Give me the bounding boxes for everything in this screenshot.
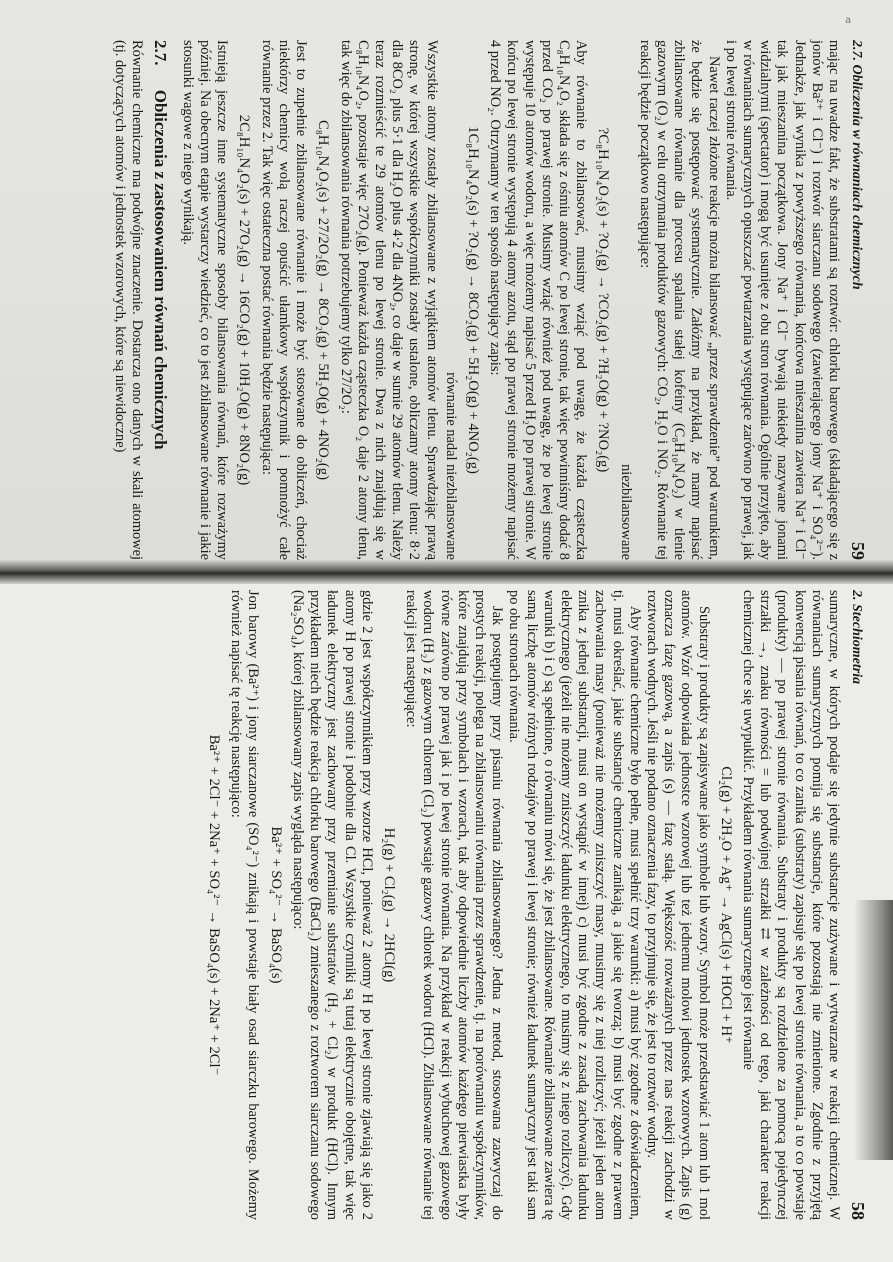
- equation: Cl₂(g) + 2H₂O + Ag⁺ → AgCl(s) + HOCl + H⁺: [717, 766, 734, 1044]
- paragraph: mając na uwadze fakt, że substratami są roztwór: chlorku barowego (składającego się z jonów Ba²⁺ i Cl⁻) i roztwór siarczanu sodowego (zawierającego jony Na⁺ i SO₄²⁻). Jednakże, jak wynika z powyższego równania, końcowa mieszanina zawiera Na⁺ i Cl⁻ tak jak mieszanina początkowa. Jony Na⁺ i Cl⁻ bywają niekiedy nazywane jonami widzialnymi (spectator) i mogą być usunięte z obu stron równania. Ogólnie przyjęto, aby w równaniach sumarycznych opuszczać powtarzania występujące zarówno po prawej, jak i po lewej stronie równania.: [722, 40, 842, 560]
- paragraph: Wszystkie atomy zostały zbilansowane z wyjątkiem atomów tlenu. Sprawdzając prawą stronę, w której wszystkie współczynniki zostały ustalone, obliczamy atomy tlenu: 8·2 dla 8CO₂ plus 5·1 dla H₂O plus 4·2 dla 4NO₂, co daje w sumie 29 atomów tlenu. Należy teraz rozmieścić te 29 atomów tlenu po lewej stronie. Dwa z nich znajdują się w C₈H₁₀N₄O₂, pozostaje więc 27O₂(g). Ponieważ każda cząsteczka O₂ daje 2 atomy tlenu, tak więc do zbilansowania równania potrzebujemy tylko 27/2O₂:: [337, 40, 440, 560]
- equation: ?C₈H₁₀N₄O₂(s) + ?O₂(g) → ?CO₂(g) + ?H₂O(g) + ?NO₂(g): [595, 127, 612, 473]
- equation: H₂(g) + Cl₂(g) → 2HCl(g): [380, 827, 397, 983]
- page-body: [205, 590, 842, 1220]
- page-header: [842, 590, 868, 1220]
- paragraph: Jon barowy (Ba²⁺) i jony siarczanowe (SO₄²⁻) znikają i powstaje biały osad siarczku barowego. Możemy również napisać tę reakcję następująco:: [228, 590, 262, 1220]
- paragraph: sumaryczne, w których podaje się jedynie substancje zużywane i wytwarzane w reakcji chemicznej. W równaniach sumarycznych pomija się substancje, które pozostają nie zmienione. Zgodnie z przyjętą konwencją pisania równań, to co zanika (substraty) zapisuje się po lewej stronie równania, a to co powstaje (produkty) — po prawej stronie równania. Substraty i produkty są rozdzielone za pomocą pojedynczej strzałki →, znaku równości = lub podwójnej strzałki ⇄ w zależności od tego, jaki charakter reakcji chemicznej chce się uwypuklić. Przykładem równania sumarycznego jest równanie: [739, 590, 842, 1220]
- page-number: 58: [848, 1202, 868, 1220]
- page-header: [842, 40, 868, 560]
- equation: C₈H₁₀N₄O₂(s) + 27/2O₂(g) → 8CO₂(g) + 5H₂O(g) + 4NO₂(g): [315, 120, 332, 480]
- running-head: 2.7. Obliczenia w równaniach chemicznych: [849, 40, 864, 290]
- paragraph: Istnieją jeszcze inne systematyczne sposoby bilansowania równań, które rozważymy później. Na obecnym etapie wystarczy wiedzieć, co to jest zbilansowane równanie i jakie stosunki wagowe z niego wynikają.: [179, 40, 231, 560]
- book-gutter-shadow: [0, 560, 893, 584]
- paragraph: gdzie 2 jest współczynnikiem przy wzorze HCl, ponieważ 2 atomy H po lewej stronie zjawiają się jako 2 atomy H po prawej stronie i podobnie dla Cl. Wszystkie czynniki są tutaj elektrycznie obojętne, tak więc ładunek elektryczny jest zachowany przy przemianie substratów (H₂ + Cl₂) w produkt (HCl). Innym przykładem niech będzie reakcja chlorku barowego (BaCl₂) zmieszanego z roztworem siarczanu sodowego (Na₂SO₄), której zbilansowany zapis wygląda następująco:: [289, 590, 375, 1220]
- stray-mark: a: [845, 15, 852, 26]
- equation: 2C₈H₁₀N₄O₂(s) + 27O₂(g) → 16CO₂(g) + 10H₂O(g) + 8NO₂(g): [236, 114, 253, 486]
- equation: Ba²⁺ + SO₄²⁻ → BaSO₄(s): [267, 826, 284, 984]
- paragraph: Jak postępujemy przy pisaniu równania zbilansowanego? Jedna z metod, stosowana zazwyczaj do prostych reakcji, polega na zbilansowaniu równania przez sprawdzenie, tj. na porównaniu współczynników, które znajdują przy symbolach i wzorach, tak aby odpowiednie liczby atomów każdego pierwiastka były równe zarówno po prawej jak i po lewej stronie równania. Na przykład w reakcji wybuchowej gazowego wodoru (H₂) z gazowym chlorem (Cl₂) powstaje gazowy chlorek wodoru (HCl). Zbilansowane równanie tej reakcji jest następujące:: [403, 590, 506, 1220]
- page-number: 59: [848, 542, 868, 560]
- section-title: Obliczenia z zastosowaniem równań chemicznych: [150, 89, 170, 450]
- equation: Ba²⁺ + 2Cl⁻ + 2Na⁺ + SO₄²⁻ → BaSO₄(s) + 2Na⁺ + 2Cl⁻: [206, 734, 223, 1076]
- section-heading: [151, 40, 168, 560]
- running-head: 2. Stechiometria: [849, 590, 864, 685]
- page-body: [111, 40, 842, 560]
- section-number: 2.7.: [150, 40, 170, 66]
- equation-note: równanie nadal niezbilansowane: [442, 372, 459, 560]
- equation: 1C₈H₁₀N₄O₂(s) + ?O₂(g) → 8CO₂(g) + 5H₂O(g) + 4NO₂(g): [464, 126, 481, 474]
- paragraph: Aby równanie to zbilansować, musimy wziąć pod uwagę, że każda cząsteczka C₈H₁₀N₄O₂ składa się z ośmiu atomów C po lewej stronie, tak więc powinniśmy dodać 8 przed CO₂ po prawej stronie. Musimy wziąć również pod uwagę, że po lewej stronie występuje 10 atomów wodoru, a więc możemy napisać 5 przed H₂O po prawej stronie. W końcu po lewej stronie występują 4 atomy azotu, stąd po prawej stronie możemy napisać 4 przed NO₂. Otrzymamy w ten sposób następujący zapis:: [487, 40, 590, 560]
- page-59: [48, 40, 868, 560]
- equation-note: niezbilansowane: [617, 464, 634, 560]
- paragraph: Równanie chemiczne ma podwójne znaczenie. Dostarcza ono danych w skali atomowej (tj. dotyczących atomów i jednostek wzorowych, które są niewidoczne): [112, 40, 146, 560]
- paragraph: Jest to zupełnie zbilansowane równanie i może być stosowane do obliczeń, chociaż niektórzy chemicy wolą raczej opuścić ułamkowy współczynnik i pomnożyć całe równanie przez 2. Tak więc ostateczna postać równania będzie następująca:: [258, 40, 310, 560]
- paragraph: Aby równanie chemiczne było pełne, musi spełnić trzy warunki: a) musi być zgodne z doświadczeniem, tj. musi określać, jakie substancje chemiczne zanikają, a jakie się tworzą; b) musi być zgodne z prawem zachowania masy (ponieważ nie możemy zniszczyć masy, musimy się z niej rozliczyć; jeżeli jeden atom znika z jednej substancji, musi on wystąpić w innej) c) musi być zgodne z zasadą zachowania ładunku elektrycznego (jeżeli nie możemy zniszczyć ładunku elektrycznego, to musimy się z niego rozliczyć). Gdy warunki b) i c) są spełnione, o równaniu mówi się, że jest zbilansowane. Równanie zbilansowane zawiera tę samą liczbę atomów różnych rodzajów po prawej i lewej stronie; również ładunek sumaryczny jest taki sam po obu stronach równania.: [506, 590, 643, 1220]
- paragraph: Nawet raczej złożone reakcje można bilansować „przez sprawdzenie” pod warunkiem, że będzie się postępować systematycznie. Załóżmy na przykład, że mamy napisać zbilansowane równanie dla procesu spalania stałej kofeiny (C₈H₁₀N₄O₂) w tlenie gazowym (O₂) w celu otrzymania produktów gazowych: CO₂, H₂O i NO₂. Równanie tej reakcji będzie początkowo następujące:: [636, 40, 722, 560]
- page-58: [48, 590, 868, 1220]
- paragraph: Substraty i produkty są zapisywane jako symbole lub wzory. Symbol może przedstawiać 1 atom lub 1 mol atomów. Wzór odpowiada jednostce wzorowej lub też jednemu molowi jednostek wzorowych. Zapis (g) oznacza fazę gazową, a zapis (s) — fazę stałą. Większość rozważanych przez nas reakcji zachodzi w roztworach wodnych. Jeśli nie podano oznaczenia fazy, to przyjmuje się, że jest to roztwór wodny.: [643, 590, 712, 1220]
